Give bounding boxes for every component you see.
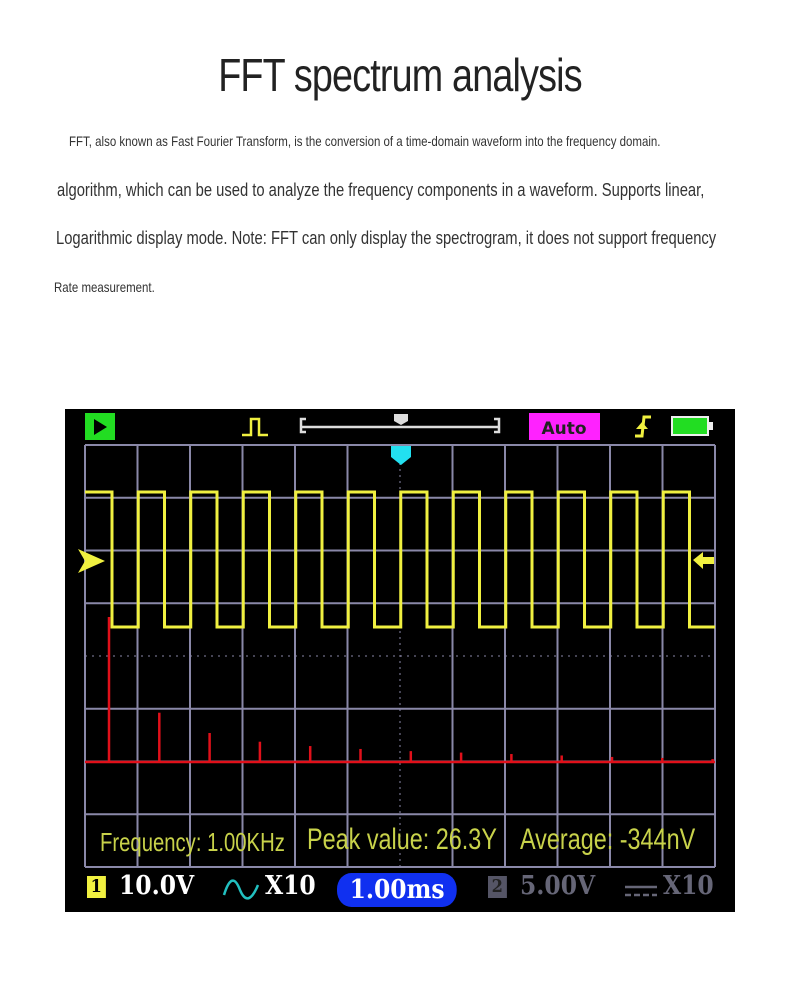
ch1-volts[interactable]: 10.0V bbox=[119, 871, 195, 901]
description-line-1: FFT, also known as Fast Fourier Transform, is the conversion of a time-domain waveform into the frequency domain. bbox=[69, 133, 661, 149]
battery-icon bbox=[672, 417, 713, 435]
trigger-position-marker-icon bbox=[394, 414, 408, 425]
ch1-waveform bbox=[85, 492, 715, 627]
ch1-level-marker-icon[interactable] bbox=[78, 549, 105, 573]
trigger-mode-label: Auto bbox=[541, 419, 587, 439]
pulse-icon bbox=[242, 419, 268, 435]
oscilloscope-screen bbox=[65, 409, 735, 912]
description-line-4: Rate measurement. bbox=[54, 279, 155, 295]
edge-arrow-icon bbox=[636, 422, 648, 429]
ch2-volts[interactable]: 5.00V bbox=[520, 871, 596, 901]
dc-coupling-icon bbox=[623, 881, 659, 901]
average-readout: Average: -344nV bbox=[520, 823, 696, 856]
ch1-probe[interactable]: X10 bbox=[265, 871, 316, 901]
description-line-2: algorithm, which can be used to analyze the frequency components in a waveform. Supports linear, bbox=[57, 180, 705, 200]
ch2-badge[interactable]: 2 bbox=[488, 876, 506, 898]
page-title: FFT spectrum analysis bbox=[218, 49, 582, 101]
ch1-badge[interactable]: 1 bbox=[87, 876, 105, 898]
timebase-button[interactable]: 1.00ms bbox=[337, 873, 457, 907]
description-line-3: Logarithmic display mode. Note: FFT can only display the spectrogram, it does not support frequency bbox=[56, 228, 717, 248]
ch2-probe[interactable]: X10 bbox=[663, 871, 714, 901]
peak-readout: Peak value: 26.3Y bbox=[307, 823, 497, 856]
ac-coupling-icon bbox=[222, 875, 260, 905]
trigger-level-marker-icon[interactable] bbox=[693, 552, 714, 569]
frequency-readout: Frequency: 1.00KHz bbox=[100, 827, 285, 857]
trigger-time-marker-icon[interactable] bbox=[391, 446, 411, 465]
